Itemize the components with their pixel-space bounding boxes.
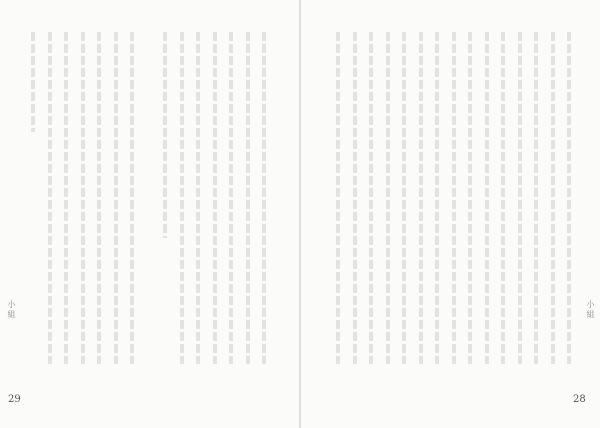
- text-column: [479, 32, 494, 364]
- text-column: [528, 32, 543, 364]
- text-column: [58, 32, 73, 364]
- text-column: [413, 32, 428, 364]
- text-column: [75, 32, 90, 364]
- text-column: [363, 32, 378, 364]
- text-column: [561, 32, 576, 364]
- left-page-text: [24, 32, 272, 364]
- text-column: [396, 32, 411, 364]
- text-column: [512, 32, 527, 364]
- text-column: [545, 32, 560, 364]
- text-column: [240, 32, 255, 364]
- text-column: [124, 32, 139, 364]
- running-head: 小組: [7, 300, 16, 320]
- previous-page-edge[interactable]: [0, 0, 22, 428]
- text-column: [141, 32, 156, 364]
- text-column: [157, 32, 172, 364]
- right-page: [301, 0, 600, 428]
- text-column: [42, 32, 57, 364]
- text-column: [462, 32, 477, 364]
- text-column: [446, 32, 461, 364]
- text-column: [174, 32, 189, 364]
- right-page-text: [329, 32, 577, 364]
- left-page: [0, 0, 299, 428]
- text-column: [380, 32, 395, 364]
- text-column: [207, 32, 222, 364]
- text-column: [108, 32, 123, 364]
- text-column: [190, 32, 205, 364]
- running-head: 小組: [586, 300, 595, 320]
- next-page-edge[interactable]: [578, 0, 600, 428]
- text-column: [91, 32, 106, 364]
- text-column: [256, 32, 271, 364]
- page-number: 29: [8, 394, 21, 405]
- text-column: [330, 32, 345, 364]
- text-column: [223, 32, 238, 364]
- text-column: [429, 32, 444, 364]
- text-column: [495, 32, 510, 364]
- page-number: 28: [573, 394, 586, 405]
- text-column: [25, 32, 40, 364]
- text-column: [347, 32, 362, 364]
